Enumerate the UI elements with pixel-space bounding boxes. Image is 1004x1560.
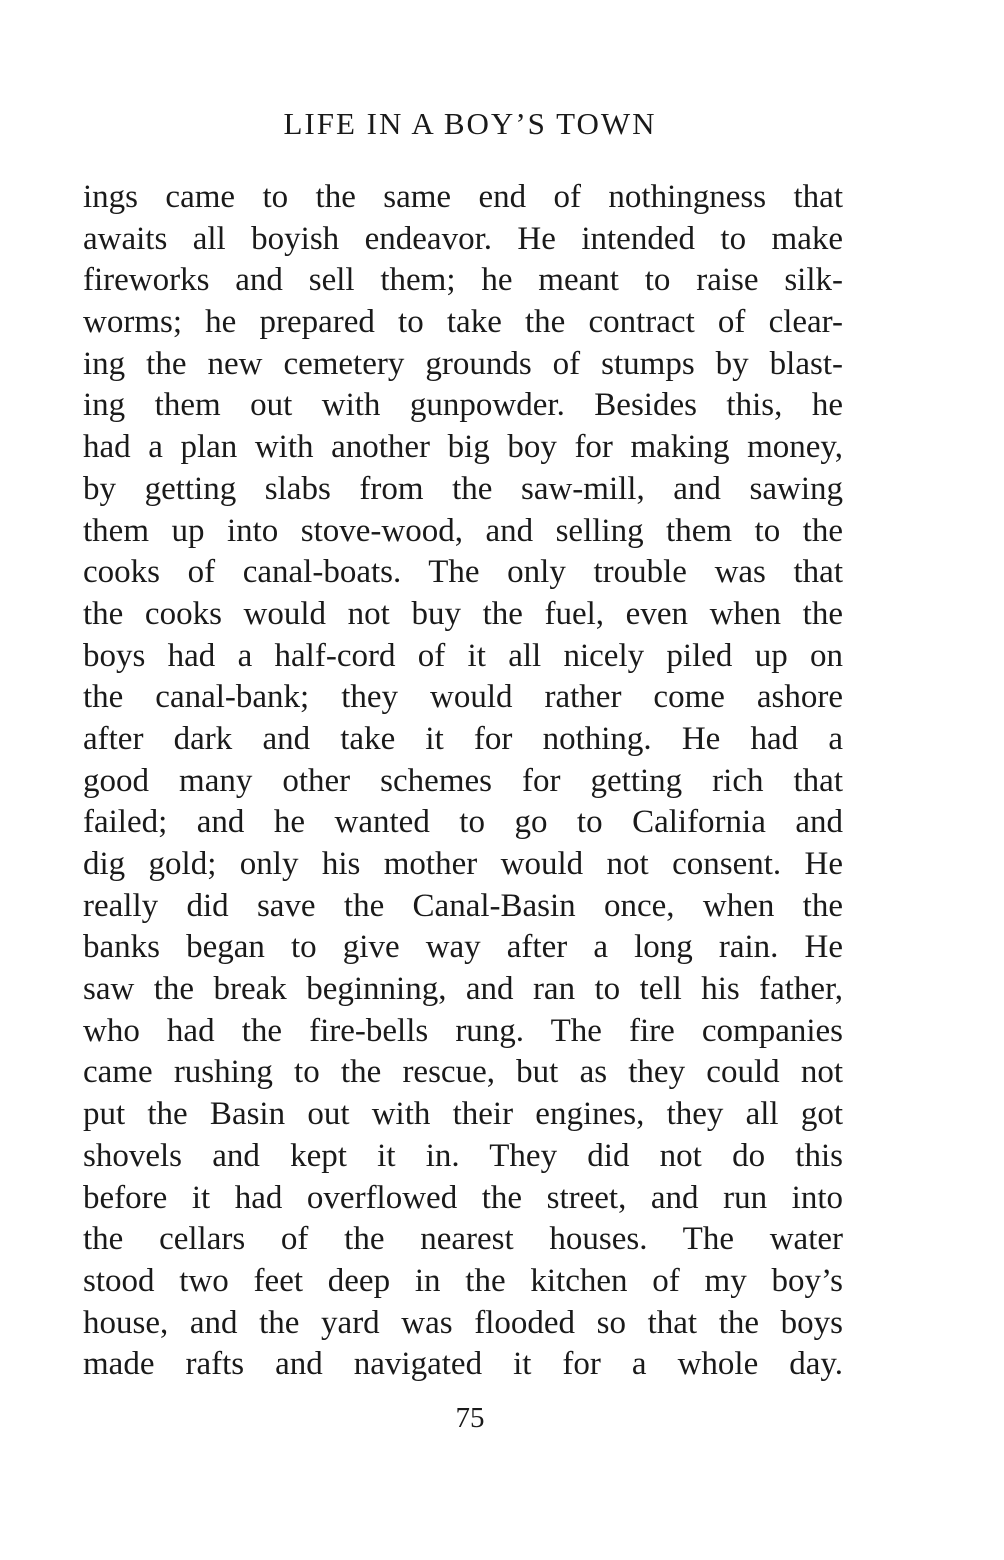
text-line: good many other schemes for getting rich that [83, 762, 843, 799]
text-line: came rushing to the rescue, but as they could not [83, 1054, 843, 1091]
text-line: ing the new cemetery grounds of stumps by blast- [83, 345, 843, 382]
text-line: cooks of canal-boats. The only trouble was that [83, 554, 843, 591]
text-line: awaits all boyish endeavor. He intended to make [83, 220, 843, 257]
text-line: the cooks would not buy the fuel, even when the [83, 595, 843, 632]
text-line: worms; he prepared to take the contract of clear- [83, 304, 843, 341]
text-line: before it had overflowed the street, and run into [83, 1179, 843, 1216]
text-line: after dark and take it for nothing. He had a [83, 720, 843, 757]
text-line: fireworks and sell them; he meant to raise silk- [83, 262, 843, 299]
text-line: banks began to give way after a long rain. He [83, 929, 843, 966]
text-line: had a plan with another big boy for making money, [83, 429, 843, 466]
text-line: stood two feet deep in the kitchen of my boy’s [83, 1262, 843, 1299]
text-line: really did save the Canal-Basin once, when the [83, 887, 843, 924]
text-line: dig gold; only his mother would not consent. He [83, 846, 843, 882]
page-number: 75 [455, 1402, 485, 1434]
text-line: who had the fire-bells rung. The fire companies [83, 1012, 843, 1049]
text-line: by getting slabs from the saw-mill, and sawing [83, 470, 843, 507]
running-head-title: LIFE IN A BOY’S TOWN [283, 106, 657, 141]
text-line: them up into stove-wood, and selling them to the [83, 512, 843, 549]
text-line: ings came to the same end of nothingness that [83, 179, 843, 215]
text-line: the cellars of the nearest houses. The water [83, 1221, 843, 1258]
body-text [83, 177, 843, 1386]
text-line: put the Basin out with their engines, they all got [83, 1096, 843, 1133]
text-line: boys had a half-cord of it all nicely piled up on [83, 637, 843, 674]
text-line: house, and the yard was flooded so that the boys [83, 1304, 843, 1341]
text-line: the canal-bank; they would rather come ashore [83, 679, 843, 716]
text-line: failed; and he wanted to go to California and [83, 804, 843, 841]
text-line: ing them out with gunpowder. Besides this, he [83, 387, 843, 424]
text-line: made rafts and navigated it for a whole day. [83, 1346, 843, 1383]
text-line: shovels and kept it in. They did not do this [83, 1137, 843, 1174]
text-line: saw the break beginning, and ran to tell his father, [83, 971, 843, 1008]
